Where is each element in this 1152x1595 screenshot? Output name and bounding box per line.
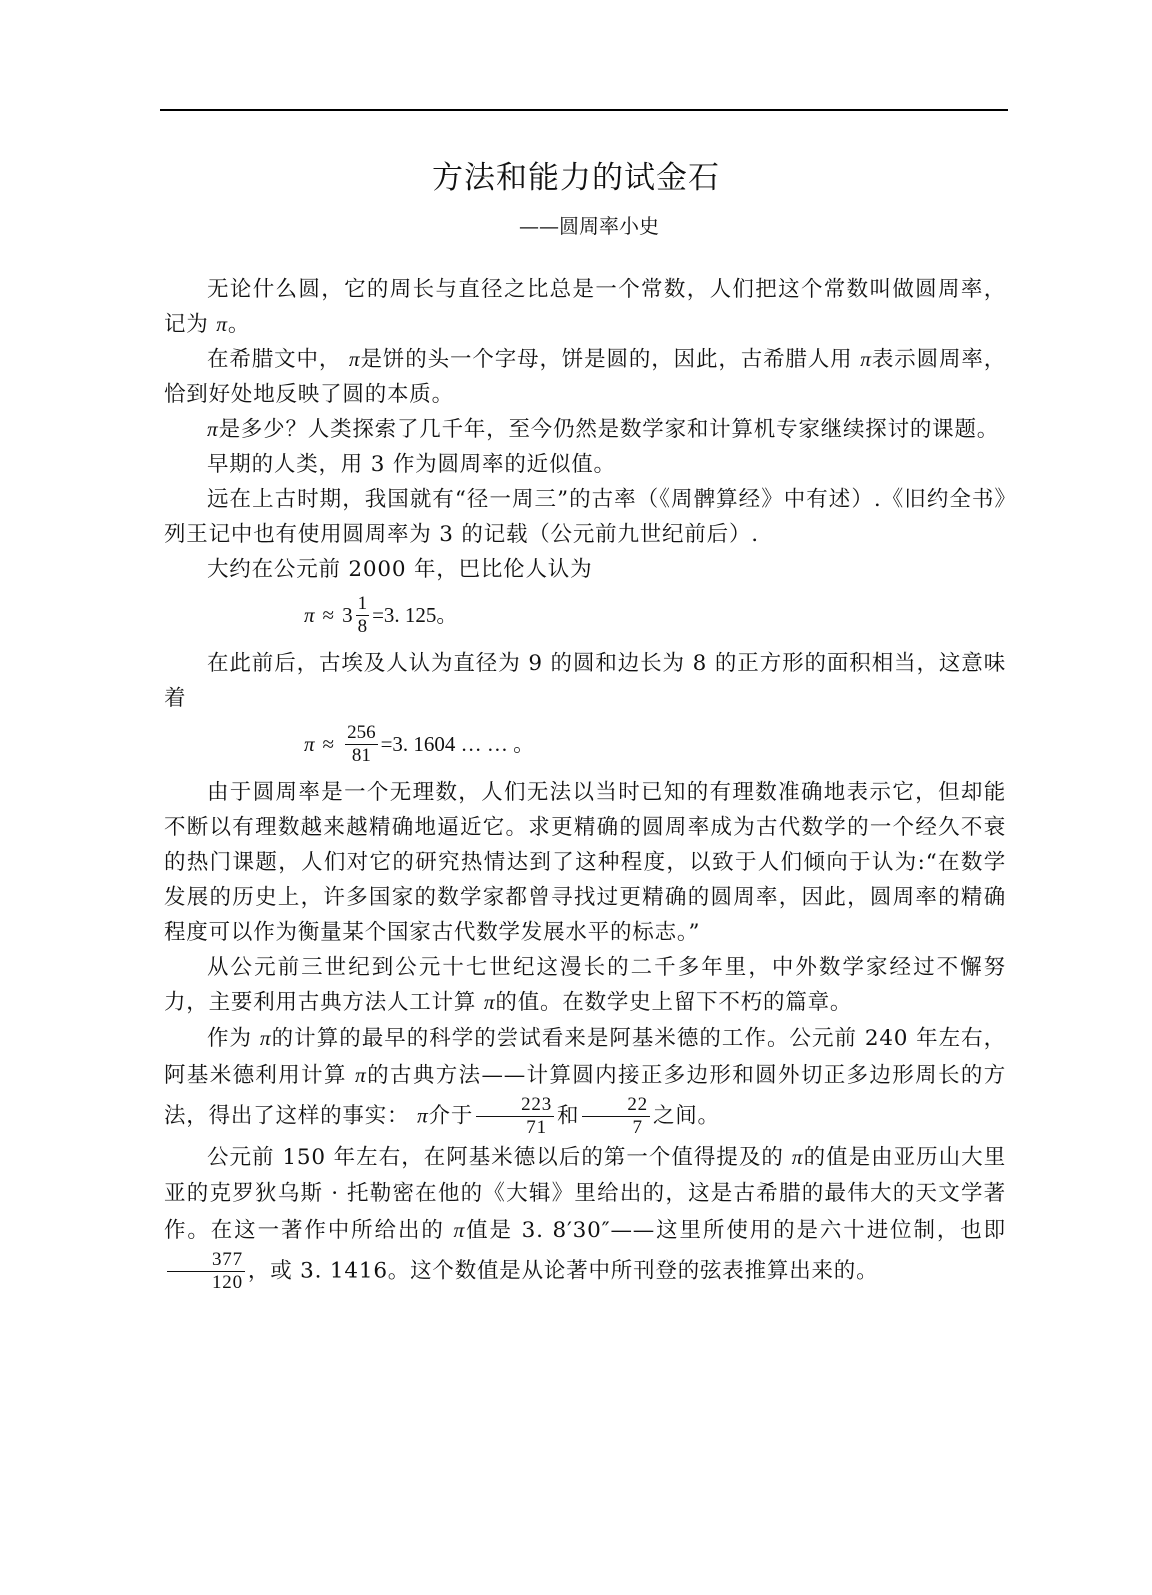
numerator: 1 — [357, 593, 368, 614]
pi-symbol: π — [355, 1063, 367, 1087]
pi-symbol: π — [791, 1145, 804, 1169]
paragraph-10 — [164, 1020, 1006, 1139]
text: 的计算的最早的科学的尝试看来是阿基米德的工作。公元前 240 年左右，阿基米德利用计算 — [164, 1026, 1006, 1088]
denominator: 71 — [526, 1117, 547, 1138]
pi-symbol: π — [860, 347, 872, 371]
text: 是饼的头一个字母，饼是圆的，因此，古希腊人用 — [360, 347, 861, 372]
denominator: 120 — [212, 1272, 243, 1293]
numerator: 223 — [476, 1094, 554, 1117]
paragraph-7: 在此前后，古埃及人认为直径为 9 的圆和边长为 8 的正方形的面积相当，这意味着 — [164, 651, 1006, 711]
text: 表示圆周率，恰到好处地反映了圆的本质。 — [164, 347, 1006, 407]
text: 是多少？人类探索了几千年，至今仍然是数学家和计算机专家继续探讨的课题。 — [218, 417, 1000, 442]
paragraph-9 — [164, 950, 1006, 1020]
pi-symbol: π — [304, 603, 315, 627]
numerator: 377 — [167, 1249, 245, 1272]
text: 在希腊文中， — [207, 347, 349, 372]
formula-result: =3. 125。 — [372, 603, 458, 627]
paragraph-6: 大约在公元前 2000 年，巴比伦人认为 — [207, 557, 593, 582]
text: 和 — [557, 1103, 580, 1129]
header-rule — [160, 109, 1008, 111]
text: 的值。在数学史上留下不朽的篇章。 — [495, 990, 853, 1015]
text: 的古典方法——计算圆内接正多边形和圆外切正多边形周长的方法，得出了这样的事实： — [164, 1063, 1006, 1129]
fraction-223-71 — [476, 1094, 554, 1139]
pi-symbol: π — [259, 1026, 272, 1050]
text: 作为 — [207, 1026, 260, 1051]
pi-symbol: π — [453, 1218, 466, 1242]
text: 无论什么圆，它的周长与直径之比总是一个常数，人们把这个常数叫做圆周率，记为 — [164, 277, 1006, 337]
text: 之间。 — [652, 1103, 720, 1129]
fraction-22-7 — [582, 1094, 650, 1139]
paragraph-11 — [164, 1139, 1006, 1294]
pi-symbol: π — [304, 732, 315, 756]
text: 。 — [227, 312, 251, 337]
text: 公元前 150 年左右，在阿基米德以后的第一个值得提及的 — [207, 1145, 792, 1170]
formula-egypt — [164, 722, 1006, 767]
pi-symbol: π — [416, 1103, 429, 1128]
fraction-256-81 — [345, 722, 378, 767]
page-subtitle: ——圆周率小史 — [519, 214, 659, 238]
paragraph-5: 远在上古时期，我国就有“径一周三”的古率（《周髀算经》中有述）.《旧约全书》列王记中也有使用圆周率为 3 的记载（公元前九世纪前后）. — [164, 487, 1006, 547]
numerator: 22 — [582, 1094, 650, 1117]
paragraph-2 — [164, 342, 1006, 412]
text: 从公元前三世纪到公元十七世纪这漫长的二千多年里，中外数学家经过不懈努力，主要利用古典方法人工计算 — [164, 955, 1006, 1015]
article-body — [164, 272, 1006, 1294]
denominator: 81 — [351, 745, 371, 766]
pi-symbol: π — [216, 312, 228, 336]
paragraph-4: 早期的人类，用 3 作为圆周率的近似值。 — [207, 452, 616, 477]
text: 值是 3. 8′30″——这里所使用的是六十进位制，也即 — [465, 1218, 1006, 1243]
denominator: 8 — [357, 616, 368, 637]
paragraph-3 — [164, 412, 1006, 447]
numerator: 256 — [347, 722, 376, 743]
pi-symbol: π — [483, 990, 496, 1014]
paragraph-1 — [164, 272, 1006, 342]
denominator: 7 — [632, 1117, 643, 1138]
formula-result: =3. 1604 … … 。 — [380, 732, 535, 756]
approx-symbol: ≈ — [322, 603, 335, 627]
paragraph-8: 由于圆周率是一个无理数，人们无法以当时已知的有理数准确地表示它，但却能不断以有理数越来越精确地逼近它。求更精确的圆周率成为古代数学的一个经久不衰的热门课题，人们对它的研究热情达到了这种程度，以致于人们倾向于认为:“在数学发展的历史上，许多国家的数学家都曾寻找过更精确的圆周率，因此，圆周率的精确程度可以作为衡量某个国家古代数学发展水平的标志。” — [164, 780, 1006, 945]
pi-symbol: π — [348, 347, 361, 371]
text: ，或 3. 1416。这个数值是从论著中所刊登的弦表推算出来的。 — [247, 1258, 879, 1284]
formula-babylon — [164, 593, 1006, 638]
fraction-377-120 — [167, 1249, 245, 1294]
text: 的值是由亚历山大里亚的克罗狄乌斯 · 托勒密在他的《大辑》里给出的，这是古希腊的最伟大的天文学著作。在这一著作中所给出的 — [164, 1145, 1006, 1243]
approx-symbol: ≈ — [322, 732, 335, 756]
pi-symbol: π — [207, 417, 219, 441]
text: 介于 — [428, 1103, 474, 1129]
page-title: 方法和能力的试金石 — [432, 160, 720, 196]
fraction-1-8 — [356, 593, 370, 638]
mixed-whole: 3 — [342, 603, 353, 627]
